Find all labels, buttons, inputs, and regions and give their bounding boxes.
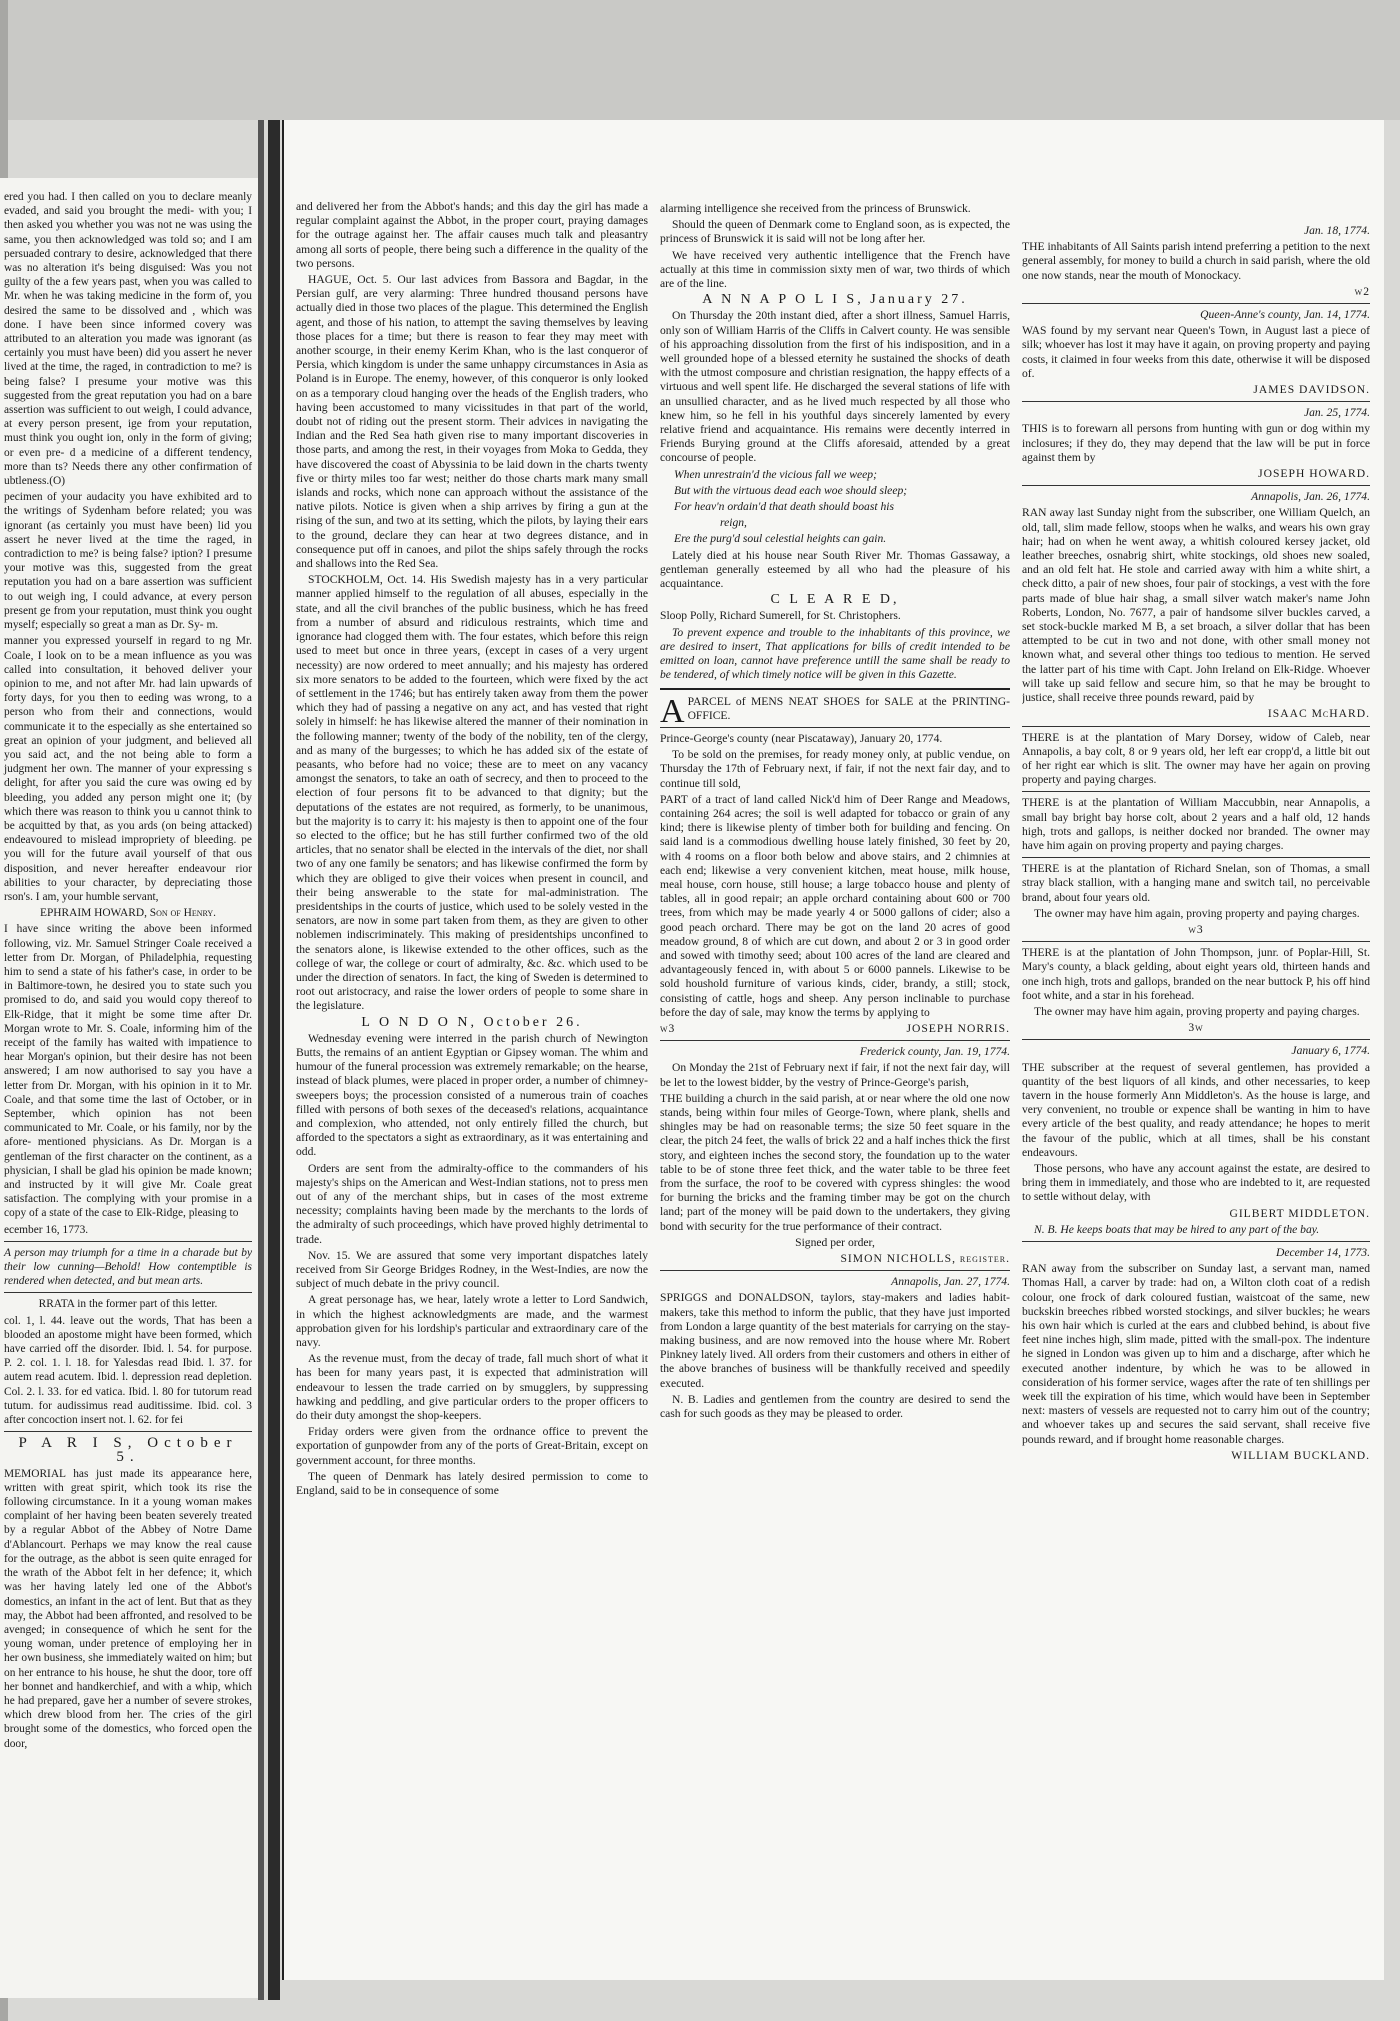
col3-stray4-para: THERE is at the plantation of John Thompson, junr. of Poplar-Hill, St. Mary's county, a black gelding, about eight years old, thirteen hands and one inch high, trots and gallops, branded on the near buttock P, his off hind foot white, and a star in his forehead. <box>1022 946 1370 1002</box>
binding-spine <box>268 120 280 2000</box>
col3-rule-2 <box>1022 401 1370 402</box>
col2-norris-signature <box>660 1022 1010 1036</box>
left-paragraph-2: pecimen of your audacity you have exhibited ard to the writings of Sydenham before related; you was ignorant (as certainly you must have been) lid you assert he never lived at the time the raged, in contradiction to me? is being false? iption? I presume your motive was this, suggested from the great reputation you had on a bare assertion was sufficient to out weigh ing, I could advance, at every person present ge from your reputation, must think you ought myself; especially so great a man as Dr. Sy- m. <box>4 491 252 632</box>
col3-quelch-para: RAN away last Sunday night from the subscriber, one William Quelch, an old, tall, slim made fellow, stoops when he walks, and wears his own gray hair; had on when he went away, a whitish coloured kersey jacket, old leather breeches, osnabrig shirt, white stockings, old shoes new soaled, and an old felt hat. He stole and carried away with him a white shirt, a check ditto, a pair of new shoes, four pair of stockings, a vest with the fore parts made of blue hair shag, a small silver watch maker's name John Roberts, London, No. 7677, a pair of handsome silver buckles carved, a set stock-buckle marked M B, a set broach, a silver dollar that has been attempted to be cut in two and not done, with other small money not known what, and several other things too tedious to mention. He served the latter part of his time with Capt. John Ireland on Elk-Ridge. Whoever will take up said fellow and secure him, so that he may be brought to justice, shall receive three pounds reward, paid by <box>1022 506 1370 705</box>
col1-dispatches: Nov. 15. We are assured that some very important dispatches lately received from Sir George Bridges Rodney, in the West-Indies, are now the subject of much debate in the privy council. <box>296 1248 648 1291</box>
col3-middleton-signature: GILBERT MIDDLETON. <box>1229 1206 1370 1220</box>
col2-notice: To prevent expence and trouble to the inhabitants of this province, we are desired to insert, That applications for bills of credit intended to be emitted on loan, cannot have preference untill the same shall be ready to be tendered, of which timely notice will be given in this Gazette. <box>660 625 1010 682</box>
column-2 <box>660 202 1010 1902</box>
col1-london-heading: L O N D O N, October 26. <box>361 1014 583 1030</box>
left-paris-heading: P A R I S, October 5. <box>18 1435 238 1466</box>
col3-buckland-dateline: December 14, 1773. <box>1275 1246 1370 1259</box>
col2-annapolis-heading: A N N A P O L I S, January 27. <box>702 292 968 308</box>
col2-spriggs-para: SPRIGGS and DONALDSON, taylors, stay-makers and ladies habit-makers, take this method to inform the public, that they have just imported from London a large quantity of the best materials for carrying on the stay-making business, and are now removed into the house where Mr. Robert Pinkney lately lived. All orders from their customers and others in either of the above branches of business will be thankfully received and speedily executed. <box>660 1291 1010 1390</box>
col3-allsaints-w: w2 <box>1354 284 1370 298</box>
col2-rule-1 <box>660 688 1010 690</box>
col2-verse-3: For heav'n ordain'd that death should boast his <box>674 500 894 514</box>
left-paragraph-3: manner you expressed yourself in regard to ng Mr. Coale, I look on to be a mean influence as you was called into consultation, it behoved deliver your opinion to me, and not after Mr. had lain upwards of forty days, for you then to eeding was wrong, to a person who from their and connections, would communicate it to the especially as she entertained so great an opinion of your judgment, and believed all you said act, and the not being able to form a judgment her own. The manner of your expressing s delight, for after you said the cure was owing ed by bleeding, you added any person might one it; (by which there was reason to think you u cannot think to be acquitted by that, as you ards (on being attacked) endeavoured to mislead impropriety of bleeding. pe you will for the future avail yourself of that ous disposition, and never hereafter endeavour rior abilities to your character, by depreciating those rson's. I am, your humble servant, <box>4 635 252 903</box>
left-paragraph-1: ered you had. I then called on you to declare meanly evaded, and said you brought the medi- with you; I then asked you whether you was not ne was using the same, you then acknowledged was told so; and I am persuaded contrary to desire, acknowledged that there was no alteration it's being disguised: Was you not guilty of the a few years past, when you was called to Mr. when he was taking medicine in the form of, you desired the same to be dissolved and , which was done. I have been since informed covery was attributed to an alteration you made was ignorant (as certainly you must have been) did you assert he never lived at the time, the raged, in contradiction to me? is being false? I presume your motive was this suggested from the great reputation you had on a bare assertion was sufficient to out weigh, I could advance, at every person present, ige from your reputation, must think you ought ion, only in the form of giving; or even pre- d a medicine of a different tendency, more than ts? Needs there any other confirmation of ubtleness.(O) <box>4 191 252 488</box>
col2-frederick-para: On Monday the 21st of February next if fair, if not the next fair day, will be let to the lowest bidder, by the vestry of Prince-George's parish, <box>660 1061 1010 1089</box>
col1-admiralty: Orders are sent from the admiralty-office to the commanders of his majesty's ships on the American and West-Indian stations, not to press men out of any of the merchant ships, but in cases of the most extreme necessity; complaints having been made by the merchants to the lords of the admiralty of such proceedings, which have proved highly detrimental to trade. <box>296 1161 648 1246</box>
left-paris-text: MEMORIAL has just made its appearance here, written with great spirit, which took its rise the following circumstance. In it a young woman makes complaint of her having been beaten severely treated by a regular Abbot of the Abbey of Notre Dame d'Ablancourt. Perhaps we may know the real cause for the outrage, as the abbot is seen quite enraged for the wrath of the Abbot felt in her defence; it, which was her having lately led one of the Abbot's domestics, an infant in the act of lent. But that as they may, the Abbot had been affronted, and resolved to be avenged; in consequence of which he sent for the young woman, under pretence of employing her in her own business, she immediately waited on him; but on her entrance to his house, he shut the door, tore off her bonnet and handkerchief, and with a whip, which he had prepared, gave her a number of severe strokes, which drew blood from her. The cries of the girl brought some of the domestics, who forced open the door, <box>4 1467 252 1750</box>
scan-background-top <box>0 0 1400 120</box>
col3-stray2-para: THERE is at the plantation of William Maccubbin, near Annapolis, a small bay bright bay horse colt, about 2 years and a half old, 12 hands high, trots and gallops, is neither docked nor branded. The owner may have him again on proving property and paying charges. <box>1022 796 1370 852</box>
col3-rule-3 <box>1022 485 1370 486</box>
col2-annapolis2-dateline: Annapolis, Jan. 27, 1774. <box>891 1275 1010 1289</box>
col2-verse-4: reign, <box>720 516 747 530</box>
col3-rule-1 <box>1022 303 1370 304</box>
col2-nicholls-signature: SIMON NICHOLLS, register. <box>840 1252 1010 1266</box>
col2-pg-dateline: Prince-George's county (near Piscataway), January 20, 1774. <box>660 731 943 745</box>
left-date: ecember 16, 1773. <box>4 1223 89 1236</box>
col3-stray1-para: THERE is at the plantation of Mary Dorsey, widow of Caleb, near Annapolis, a bay colt, 8 or 9 years old, her left ear cropp'd, a little bit out of her right ear which is slit. The owner may have her again on proving property and paying charges. <box>1022 730 1370 787</box>
col3-stray3-tail: The owner may have him again, proving property and paying charges. <box>1034 906 1360 920</box>
col2-nb-para: N. B. Ladies and gentlemen from the country are desired to send the cash for such goods as they may be pleased to order. <box>660 1392 1010 1421</box>
col2-rule-4 <box>660 1270 1010 1271</box>
col2-rule-2 <box>660 727 1010 728</box>
left-paragraph-4: I have since writing the above been informed following, viz. Mr. Samuel Stringer Coale received a letter from Dr. Morgan, of Philadelphia, requesting him to send a state of his father's case, in order to be in Baltimore-town, he desired you to state such you promised to do, and said you would copy thereof to Elk-Ridge, that it might be some time after Dr. Morgan wrote to Mr. S. Coale, informing him of the receipt of the family has waited with impatience to hear Morgan's opinion, but their desire has not been answered; I am now authorised to say you have a letter from Dr. Morgan, with his opinion in it to Mr. Coale, and that some time the last of October, or in September, which opinion has not been communicated to Mr. Coale, or his family, nor by the afore- mentioned physicians. As Dr. Morgan is a gentleman of the first character on the continent, as a physician, I shall be glad his opinion be made known; and instructed by it will give Mr. Coale great satisfaction. The complying with your promise in a copy of a state of the case to Elk-Ridge, pleasing to <box>4 923 252 1220</box>
col3-rule-9 <box>1022 1241 1370 1242</box>
col3-qa-para: WAS found by my servant near Queen's Town, in August last a piece of silk; whoever has lost it may have it again, on proving property and paying costs, it claimed in four weeks from this date, otherwise it will be disposed of. <box>1022 324 1370 380</box>
col2-frederick-dateline: Frederick county, Jan. 19, 1774. <box>859 1045 1010 1059</box>
left-signature-howard: EPHRAIM HOWARD, Son of Henry. <box>39 907 217 920</box>
col1-revenue: As the revenue must, from the decay of trade, fall much short of what it has been for many years past, it is expected that administration will endeavour to lessen the trade carried on by smugglers, by suppressing hawking and peddling, and give particular orders to the proper officers to do their duty amongst the shop-keepers. <box>296 1352 648 1423</box>
col2-tract-para: PART of a tract of land called Nick'd him of Deer Range and Meadows, containing 264 acres; the soil is well adapted for tobacco or grain of any kind; there is likewise plenty of timber both for building and fencing. On said land is a commodious dwelling house lately finished, 30 feet by 20, with 4 rooms on a floor both below and above stairs, and 2 chimnies at each end; likewise a very convenient kitchen, meat house, milk house, meal house, corn house, still house; a large tobacco house and plenty of tables, all in good repair; an apple orchard containing about 600 or 700 trees, from which may be made yearly 4 or 5000 gallons of cider; also a good peach orchard. There may be got on the land 20 acres of good meadow ground, 8 of which are cut down, and about 2 or 3 in good order and sowed with timothy seed; about 100 acres of the land are cleared and advantageously fenced in, with about 5 or 6000 pannels. Likewise to be sold houshold furniture of various kinds, cider, brandy, a still; stock, consisting of cattle, hogs and sheep. Any person inclinable to purchase before the day of sale, may know the terms by applying to <box>660 792 1010 1019</box>
col3-quelch-dateline: Annapolis, Jan. 26, 1774. <box>1251 490 1370 504</box>
column-3 <box>1022 224 1370 1924</box>
col2-obituary: On Thursday the 20th instant died, after a short illness, Samuel Harris, only son of William Harris of the Cliffs in Calvert county. He was sensible of his approaching dissolution from the first of his indisposition, and in a well grounded hope of a blessed eternity he sustained the shocks of death with the utmost composure and christian resignation, the happy effects of a virtuous and well spent life. He discharged the several stations of life with an unsullied character, and as he lived much respected by all those who knew him, so he fell in his youthful days sincerely lamented by every relative friend and acquaintance. His remains were decently interred in Friends Burying ground at the Cliffs aforesaid, attended by a great concourse of people. <box>660 309 1010 465</box>
col3-howard-signature: JOSEPH HOWARD. <box>1258 467 1370 481</box>
col2-cleared-heading: C L E A R E D, <box>770 592 900 608</box>
col3-howard-dateline: Jan. 25, 1774. <box>1303 406 1370 420</box>
col3-buckland-para: RAN away from the subscriber on Sunday last, a servant man, named Thomas Hall, a carver by trade: had on, a Wilton cloth coat of a redish colour, one frock of dark coloured fustian, waistcoat of the same, new buckskin breeches ribbed worsted stockings, and silver buckles; he wears his own hair which is curled at the ears and clubbed behind, is about five feet nine inches high, slim made, pitted with the small-pox. The indenture he signed in London was given up to him and a discharge, after which he executed another indenture, by which he was to be allowed in consideration of his former service, wages after the rate of ten shillings per week till the expiration of his time, which would have been in September next: masters of vessels are requested not to carry him out of the country; and whoever takes up and secures the said servant, shall receive five pounds reward, and if brought home reasonable charges. <box>1022 1262 1370 1446</box>
col2-shoes-ad <box>660 692 1010 730</box>
col3-rule-8 <box>1022 1039 1370 1040</box>
col2-shoes-initial: A <box>660 692 685 730</box>
binding-gutter <box>258 120 264 2000</box>
col1-hague: HAGUE, Oct. 5. Our last advices from Bassora and Bagdar, in the Persian gulf, are very alarming: Three hundred thousand persons have actually died in those two places of the plague. This determined the English agent, and those of his nation, to attempt the saving themselves by leaving those places for a time; but there is reason to fear they may meet with another scourge, in their enemy Kerim Khan, who is the last conqueror of Persia, which kingdom is under the same unhappy circumstances in Asia as Poland is in Europe. The enemy, however, of this conqueror is only looked on as a temporary cloud hanging over the heads of the English traders, who having been accustomed to many vicissitudes in that part of the world, doubt not of riding out the present storm. Their advices in navigating the Indian and the Red Sea hath given rise to many important discoveries in those parts, and among the rest, in their voyages from Moka to Gedda, they have discovered the coast of Abyssinia to be laid down in the charts twenty five or thirty miles too far west; neither do those charts mark many small islands and rocks, which none can approach without the assistance of the native pilots. Notice is given when a ship arrives by firing a gun at the rising of the sun, and two at its setting, which the pilots, by laying their ears to the ground, declare they can hear at two degrees distance, and in consequence put off in canoes, and pilot the ships safely through the rocks and shallows into the Red Sea. <box>296 273 648 571</box>
col3-middleton-nb: N. B. He keeps boats that may be hired to any part of the bay. <box>1034 1222 1320 1236</box>
col3-rule-6 <box>1022 857 1370 858</box>
col2-top-3: We have received very authentic intelligence that the French have actually at this time in commission sixty men of war, two thirds of which are of the line. <box>660 248 1010 291</box>
left-page <box>0 178 258 1998</box>
col3-davidson-signature: JAMES DAVIDSON. <box>1253 383 1370 397</box>
left-errata-heading: RRATA in the former part of this letter. <box>38 1298 218 1311</box>
col1-sandwich: A great personage has, we hear, lately wrote a letter to Lord Sandwich, in which the highest acknowledgments are made, and the warmest approbation given for his lordship's particular and extraordinary care of the navy. <box>296 1293 648 1350</box>
col1-ordnance: Friday orders were given from the ordnance office to prevent the exportation of gunpowder from any of the ports of Great-Britain, except on government account, for three months. <box>296 1425 648 1467</box>
col2-verse-1: When unrestrain'd the vicious fall we weep; <box>674 467 877 481</box>
col3-stray3-para: THERE is at the plantation of Richard Snelan, son of Thomas, a small stray black stallion, with a hanging mane and switch tail, no perceivable brand, about four years old. <box>1022 862 1370 904</box>
col3-stray4-w: 3w <box>1188 1021 1204 1035</box>
col2-verse-2: But with the virtuous dead each woe should sleep; <box>674 483 908 497</box>
col2-lately-died: Lately died at his house near South River Mr. Thomas Gassaway, a gentleman generally esteemed by all who had the pleasure of his acquaintance. <box>660 548 1010 591</box>
col2-church-para: THE building a church in the said parish, at or near where the old one now stands, being within four miles of George-Town, where plank, shells and shingles may be had on reasonable terms; the size 50 feet square in the clear, the pitch 24 feet, the walls of brick 22 and a half inches thick the first story, and eighteen inches the second story, the foundation up to the water table to be of stone three feet thick, and the water table to be three feet from the surface, the roof to be covered with cypress shingles: the wood for burning the bricks and the framing timber may be got on the church land; part of the money will be paid down to the undertakers, they giving bond with security for the true performance of their contract. <box>660 1091 1010 1233</box>
col3-rule-5 <box>1022 791 1370 792</box>
col3-mchard-signature: ISAAC McHARD. <box>1267 707 1370 721</box>
col3-allsaints-dateline: Jan. 18, 1774. <box>1303 224 1370 237</box>
col2-top-1: alarming intelligence she received from the princess of Brunswick. <box>660 202 971 215</box>
left-rule-1 <box>4 1241 252 1242</box>
left-page-text <box>4 190 252 1753</box>
col1-paragraph-1: and delivered her from the Abbot's hands; and this day the girl has made a regular complaint against the Abbot, in the proper court, praying damages for the outrage against her. The affair causes much talk and pleasantry among all sorts of people, there being such a difference in the quality of the two persons. <box>296 200 648 270</box>
col2-norris-name: JOSEPH NORRIS. <box>906 1021 1010 1035</box>
col1-denmark: The queen of Denmark has lately desired permission to come to England, said to be in consequence of some <box>296 1469 648 1498</box>
column-1 <box>296 200 648 1860</box>
col3-stray3-w: w3 <box>1188 922 1204 936</box>
col1-stockholm: STOCKHOLM, Oct. 14. His Swedish majesty has in a very particular manner applied himself to the regulation of all abuses, especially in the state, and all the civil branches of the public business, which he has freed from a number of absurd and ridiculous restraints, which time and ignorance had clogged them with. The four estates, which before this reign used to meet but once in three years, (except in cases of a very urgent necessity) are now ordered to meet annually; and his majesty has ordered six more senators to be added to the fourteen, which were fixed by the act of settlement in the 1746; but has entirely taken away from them the power which they had of passing a negative on any act, and has vested that right solely in himself: he has likewise altered the manner of their nomination in the following manner; twenty of the body of the nobility, ten of the clergy, and as many of the burgesses; to which he has added six of the estate of peasants, who before had no voice; these are to meet on any vacancy amongst the senators, to take an oath of secrecy, and then to proceed to the election of four persons fit to be advanced to that dignity; but the deputations of the estates are not required, as formerly, to be unanimous, but the majority is to carry it: his majesty is then to appoint one of the four so elected to the office; but he has still further confirmed two of the old articles, that no senator shall be elected in the intervals of the diet, nor shall two of any one family be senators; and has likewise confirmed the form by which they are obliged to give their voices when present in council, and their being answerable to the state for mal-administration. The presidentships in the courts of justice, which used to be solely vested in the senators, are now in some part taken from them, as they are given to other noblemen indiscriminately. This making of presidentships unconfined to the senators alone, is likewise extended to the other offices, such as the college of war, the college or court of admiralty, &c. &c. which used to be under the direction of senators. In fact, the king of Sweden is determined to root out aristocracy, and raise the lower orders of people to some share in the legislature. <box>296 573 648 1013</box>
left-motto: A person may triumph for a time in a charade but by their low cunning—Behold! How contemptible is rendered when detected, and but mean arts. <box>4 1246 252 1288</box>
col1-funeral: Wednesday evening were interred in the parish church of Newington Butts, the remains of an antient Egyptian or Gipsey woman. The whim and humour of the funeral procession was extremely remarkable; on the hearse, instead of black plumes, were placed in proper order, a number of chimney-sweepers boys; the procession consisted of a numerous train of coaches filled with persons of both sexes of the deceased's relations, acquaintance and complexion, who attended, not only entirely filled the church, but afforded to the spectators a sight as extraordinary, as it was entertaining and odd. <box>296 1031 648 1159</box>
col2-signed: Signed per order, <box>795 1235 875 1249</box>
col2-verse-5: Ere the purg'd soul celestial heights can gain. <box>674 532 887 546</box>
col2-rule-3 <box>660 1040 1010 1041</box>
col3-qa-dateline: Queen-Anne's county, Jan. 14, 1774. <box>1200 308 1370 322</box>
left-rule-3 <box>4 1431 252 1432</box>
col2-norris-w: w3 <box>660 1021 676 1035</box>
col2-cleared-text: Sloop Polly, Richard Sumerell, for St. Christophers. <box>660 609 901 623</box>
left-errata-text: col. 1, l. 44. leave out the words, That has been a blooded an apostome might have been formed, which have carried off the disorder. Ibid. l. 54. for purpose. P. 2. col. 1. l. 18. for Yalesdas read Ibid. l. 37. for autem read acutem. Ibid. l. depression read depletion. Col. 2. l. 33. for ed vatica. Ibid. l. 80 for tutorum read tutum. for audissimus read auditissime. Ibid. col. 3 after concoction insert not. l. 62. for fei <box>4 1314 252 1427</box>
col3-allsaints-para: THE inhabitants of All Saints parish intend preferring a petition to the next general assembly, for money to build a church in said parish, where the old one now stands, near the mouth of Monockacy. <box>1022 240 1370 282</box>
col3-stray4-tail: The owner may have him again, proving property and paying charges. <box>1034 1004 1360 1018</box>
col3-rule-4 <box>1022 726 1370 727</box>
col2-shoes-text: PARCEL of MENS NEAT SHOES for SALE at the PRINTING-OFFICE. <box>687 694 1010 722</box>
main-page <box>282 120 1384 1980</box>
col3-middleton-para: THE subscriber at the request of several gentlemen, has provided a quantity of the best liquors of all kinds, and other necessaries, to keep tavern in the house formerly Ann Middleton's. As the house is large, and very convenient, no trouble or expence shall be wanting in him to have every article of the best quality, and ready attendance; he hopes to merit the favour of the public, which at all times, shall be his constant endeavours. <box>1022 1060 1370 1159</box>
col3-middleton-para2: Those persons, who have any account against the estate, are desired to bring them in immediately, and those who are indebted to it, are requested to settle without delay, with <box>1022 1161 1370 1204</box>
col3-buckland-signature: WILLIAM BUCKLAND. <box>1231 1448 1370 1462</box>
col2-pg-para: To be sold on the premises, for ready money only, at public vendue, on Thursday the 17th of February next, if fair, if not the next fair day, and to continue till sold, <box>660 748 1010 790</box>
col3-middleton-dateline: January 6, 1774. <box>1291 1044 1370 1058</box>
left-rule-2 <box>4 1292 252 1293</box>
col3-rule-7 <box>1022 941 1370 942</box>
col3-howard-para: THIS is to forewarn all persons from hunting with gun or dog within my inclosures; if they do, they may depend that the law will be put in force against them by <box>1022 422 1370 464</box>
col2-top-2: Should the queen of Denmark come to England soon, as is expected, the princess of Brunswick it is said will not be long after her. <box>660 218 1010 246</box>
